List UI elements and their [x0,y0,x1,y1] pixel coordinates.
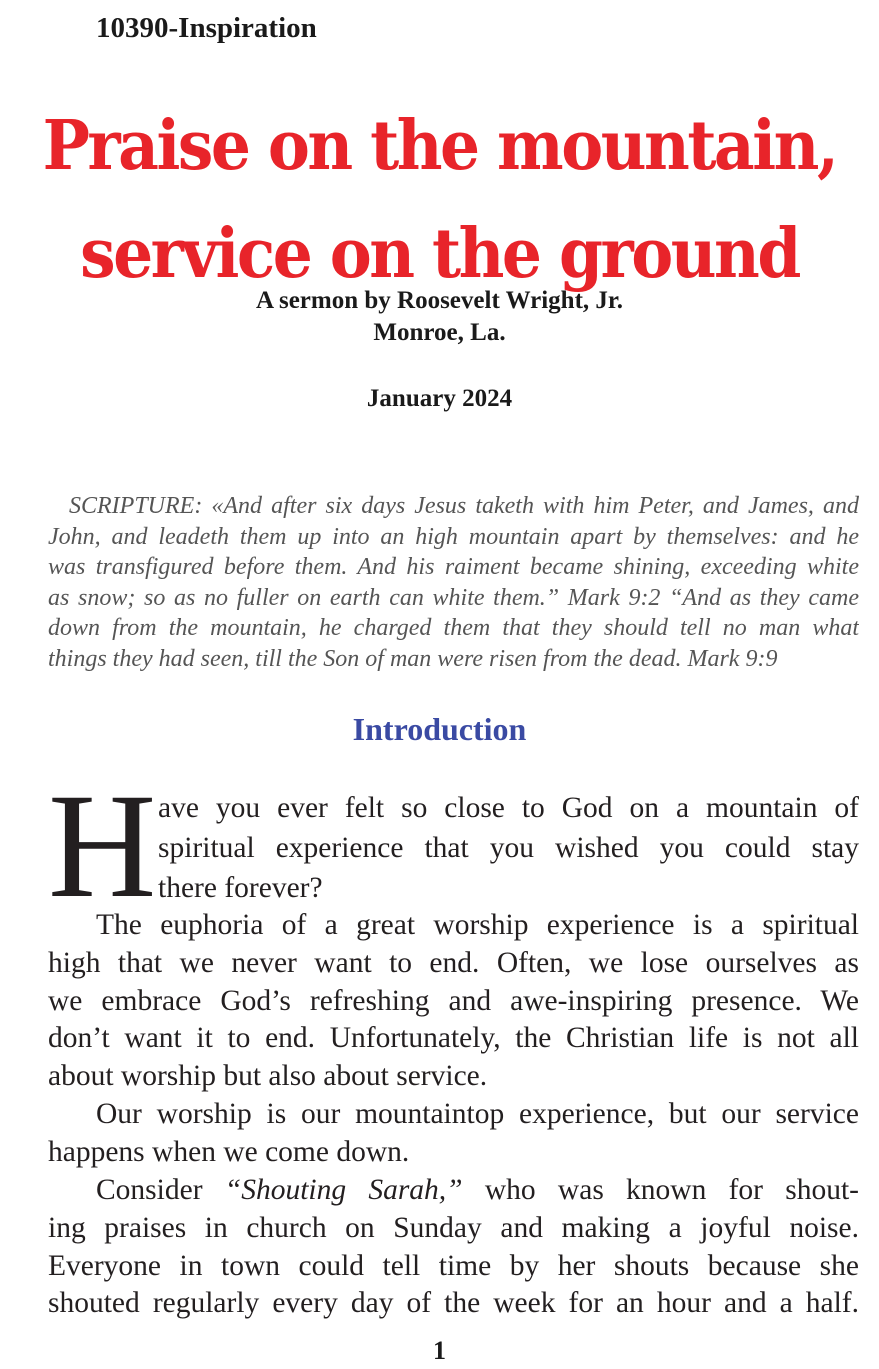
body-line: high that we never want to end. Often, we lose ourselves as [48,946,859,979]
page-number: 1 [433,1336,446,1365]
body-line: ave you ever felt so close to God on a mountain of [158,792,859,824]
body-line: ing praises in church on Sunday and making a joyful noise. [48,1211,859,1244]
paragraph-4 [48,1172,859,1323]
body-line [48,1172,859,1210]
section-heading: Introduction [352,711,527,747]
scripture-line: as snow; so as no fuller on earth can white them.” Mark 9:2 “And as they came [48,584,859,611]
title-line-1: Praise on the mountain, [42,105,837,185]
quoted-name: “Shouting Sarah,” [224,1174,463,1206]
byline-date: January 2024 [366,385,513,412]
body-line: there forever? [158,872,323,904]
body-line: happens when we come down. [48,1135,410,1168]
body-text: who was known for shout- [462,1174,859,1206]
body-line: The euphoria of a great worship experience is a spiritual [96,909,859,941]
title-line-2: service on the ground [80,213,799,293]
body-line: about worship but also about service. [48,1060,488,1093]
body-line: don’t want it to end. Unfortunately, the Christian life is not all [48,1022,859,1055]
scripture-block [48,491,859,675]
scripture-line: things they had seen, till the Son of man were risen from the dead. Mark 9:9 [48,645,778,672]
scripture-line: was transfigured before them. And his raiment became shining, exceeding white [48,554,859,581]
paragraph-2 [48,907,859,1096]
dropcap-letter: H [48,763,157,929]
body-line: Everyone in town could tell time by her shouts because she [48,1249,859,1282]
body-text: Consider [96,1174,225,1206]
byline-author: A sermon by Roosevelt Wright, Jr. [256,287,623,314]
scripture-line: down from the mountain, he charged them that they should tell no man what [48,615,859,642]
body-line: spiritual experience that you wished you could stay [158,832,859,864]
body-line: we embrace God’s refreshing and awe-inspiring presence. We [48,984,859,1017]
byline-location: Monroe, La. [373,319,506,346]
scripture-line: SCRIPTURE: «And after six days Jesus taketh with him Peter, and James, and [69,493,859,519]
body-line: Our worship is our mountaintop experience, but our service [96,1098,859,1130]
scripture-line: John, and leadeth them up into an high mountain apart by themselves: and he [48,523,859,550]
body-line: shouted regularly every day of the week for an hour and a half. [48,1287,859,1320]
paragraph-3 [48,1096,859,1172]
header-label: 10390-Inspiration [96,12,317,44]
